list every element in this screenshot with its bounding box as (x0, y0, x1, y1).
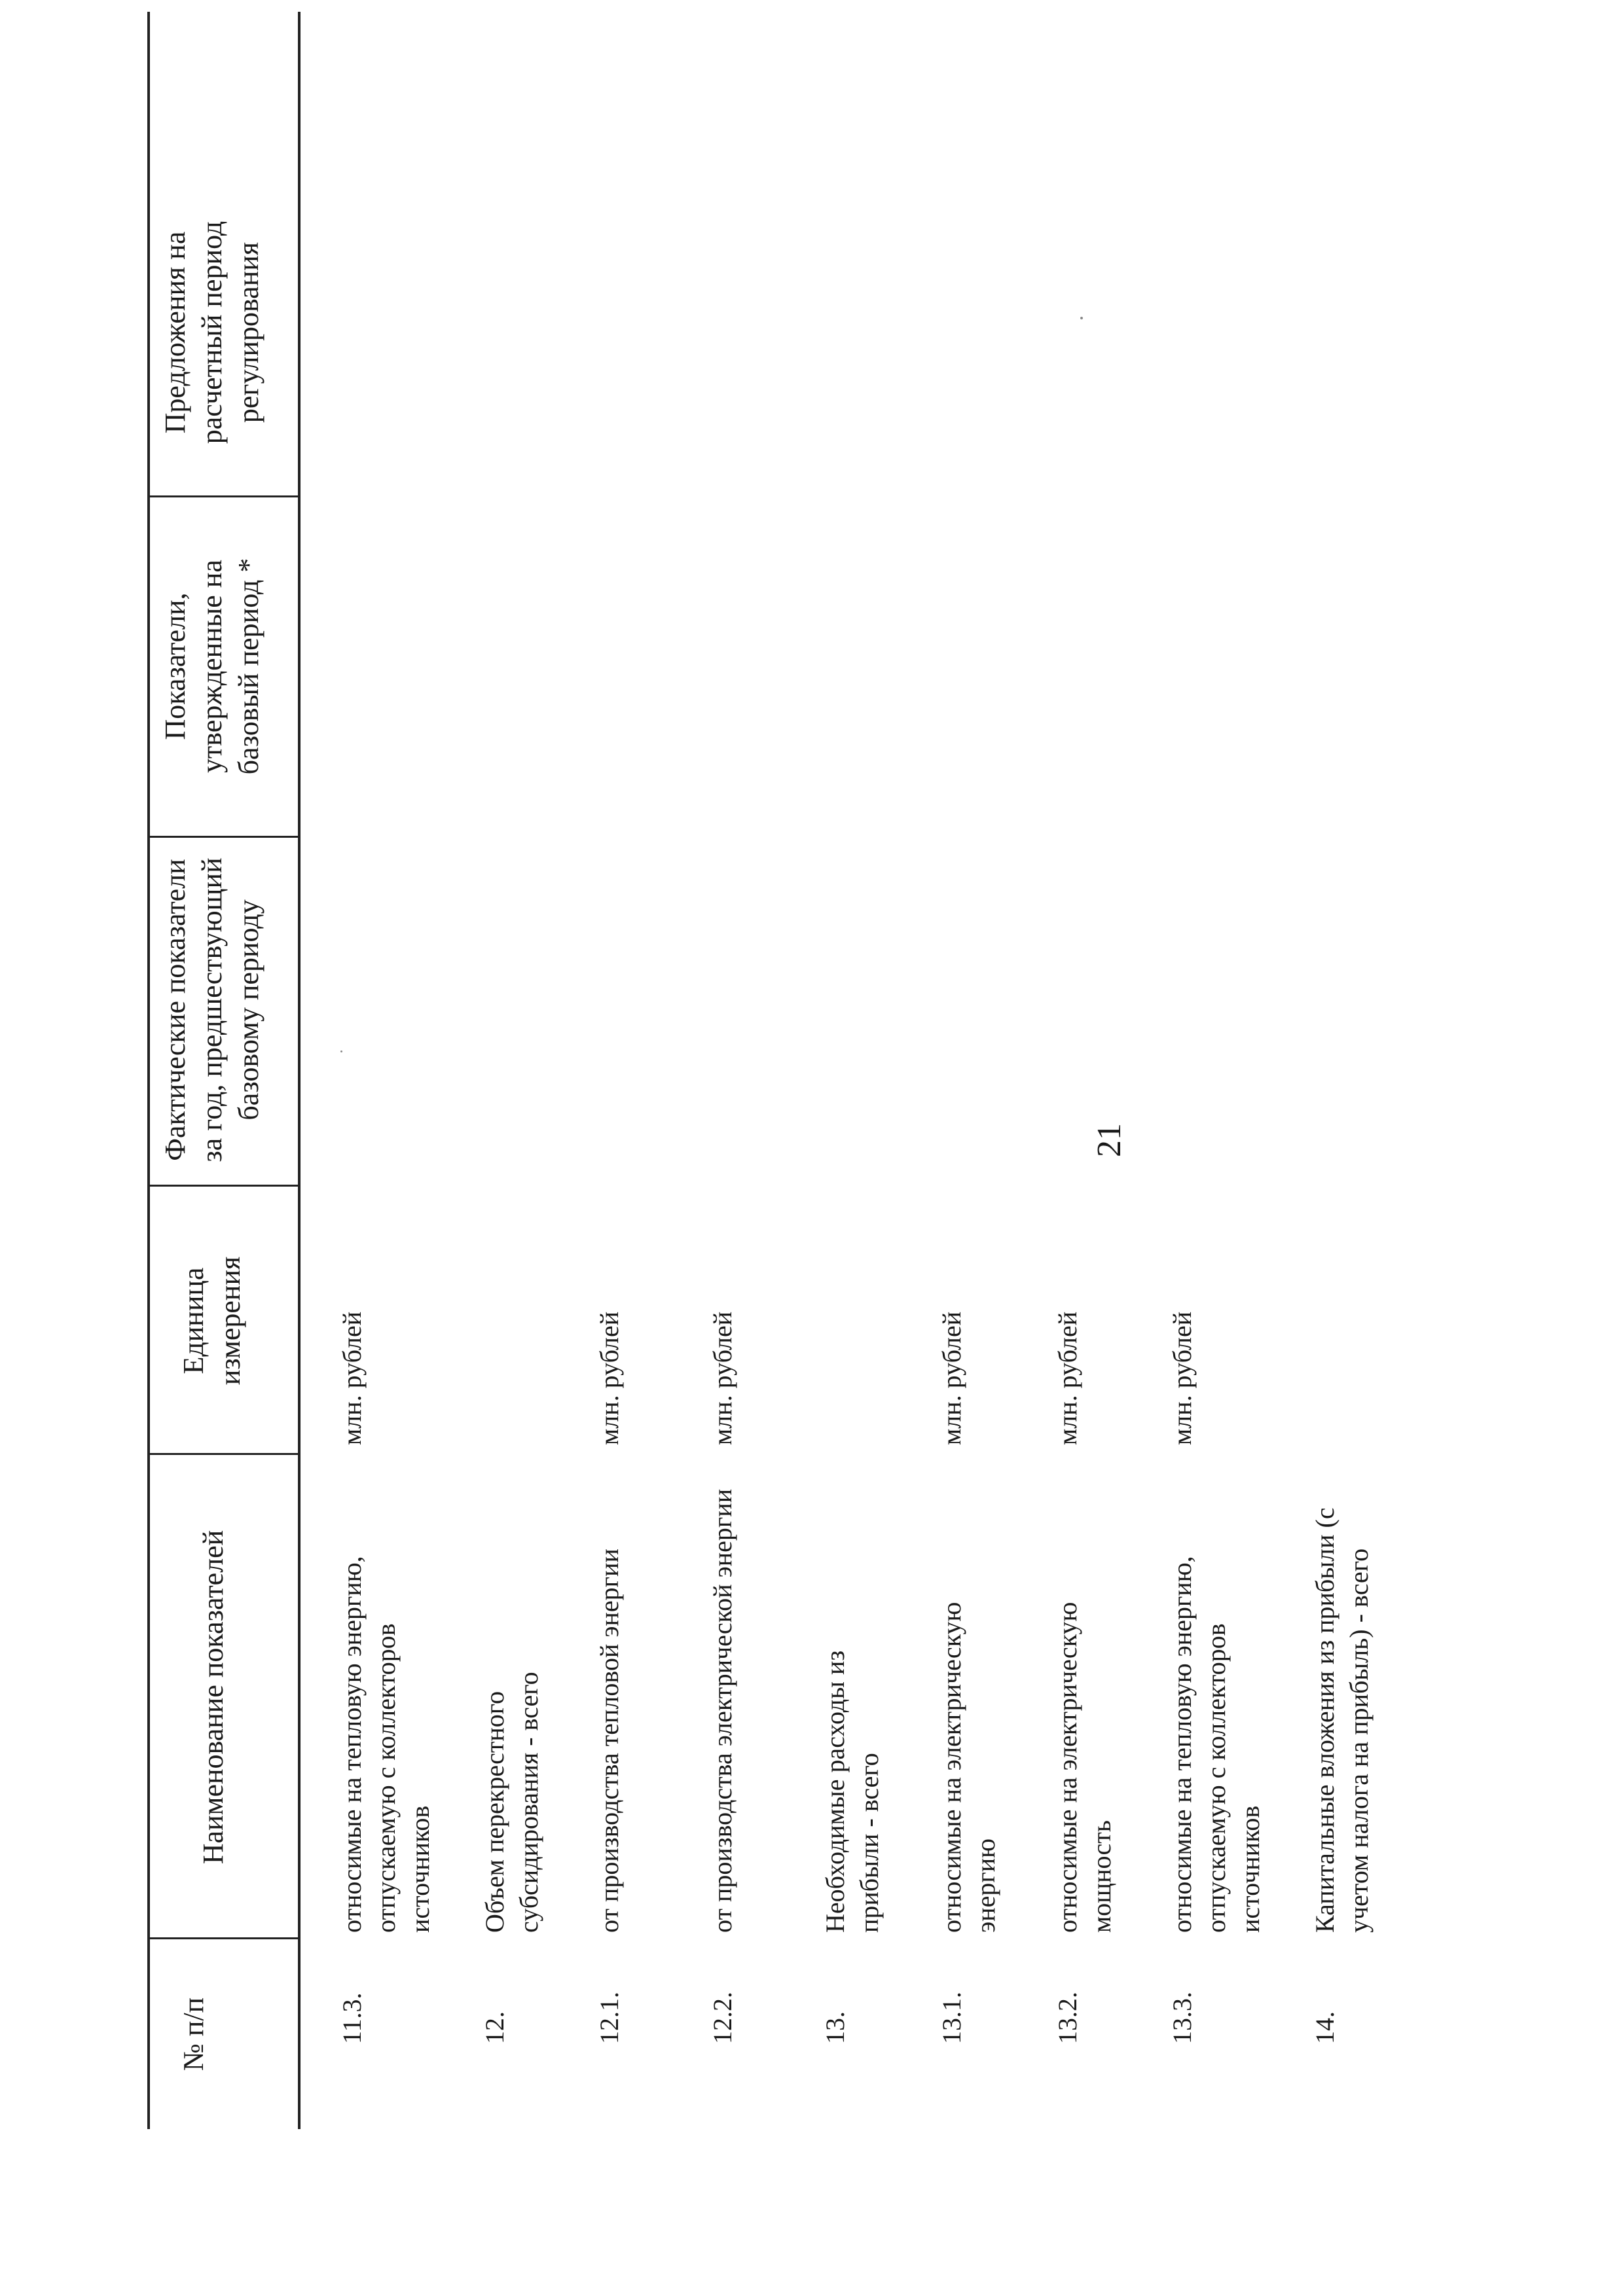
row-num: 12.2. (708, 1992, 737, 2044)
row-num: 13.1. (937, 1992, 966, 2044)
row-name: относимые на тепловую энергию, отпускаемую с коллекторов источников (337, 1556, 435, 1933)
page-number: 21 (1091, 1123, 1128, 1157)
row-name: от производства электрической энергии (708, 1488, 737, 1933)
row-unit: млн. рублей (1167, 1311, 1197, 1445)
row-num: 13.2. (1053, 1992, 1082, 2044)
row-name: относимые на тепловую энергию, отпускаемую с коллекторов источников (1167, 1556, 1265, 1933)
scan-speck (1080, 317, 1083, 319)
row-unit: млн. рублей (1053, 1311, 1082, 1445)
header-unit: Единица измерения (177, 1256, 246, 1386)
row-name: относимые на электрическую энергию (937, 1602, 1000, 1933)
column-divider (147, 1453, 298, 1455)
row-name: Необходимые расходы из прибыли - всего (820, 1650, 884, 1933)
row-unit: млн. рублей (937, 1311, 966, 1445)
row-num: 13.3. (1167, 1992, 1197, 2044)
row-num: 13. (820, 2011, 850, 2044)
header-bottom-border (298, 12, 301, 2129)
row-unit: млн. рублей (708, 1311, 737, 1445)
header-name: Наименование показателей (197, 1530, 229, 1865)
column-divider (147, 836, 298, 838)
header-approved: Показатели, утвержденные на базовый период * (159, 558, 264, 775)
row-unit: млн. рублей (337, 1311, 367, 1445)
column-divider (147, 1937, 298, 1939)
row-name: Капитальные вложения из прибыли (с учетом налога на прибыль) - всего (1310, 1507, 1374, 1933)
row-num: 12.1. (594, 1992, 624, 2044)
row-num: 11.3. (337, 1992, 367, 2044)
header-num: № п/п (177, 1997, 210, 2072)
row-num: 14. (1310, 2011, 1340, 2044)
header-proposal: Предложения на расчетный период регулирования (159, 221, 264, 444)
row-unit: млн. рублей (594, 1311, 624, 1445)
scan-speck (340, 1050, 342, 1052)
row-name: Объем перекрестного субсидирования - всего (480, 1672, 543, 1933)
row-name: от производства тепловой энергии (594, 1549, 624, 1933)
row-num: 12. (480, 2011, 509, 2044)
column-divider (147, 495, 298, 497)
table-top-border (147, 12, 150, 2129)
column-divider (147, 1185, 298, 1187)
header-actual: Фактические показатели за год, предшествующий базовому периоду (159, 857, 264, 1162)
row-name: относимые на электрическую мощность (1053, 1602, 1116, 1933)
